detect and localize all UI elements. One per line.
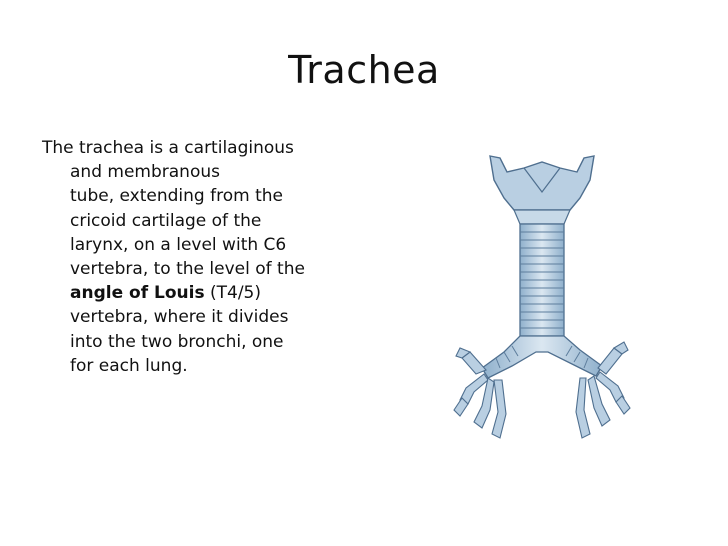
- body-line: tube, extending from the: [70, 186, 283, 207]
- trachea-illustration: [452, 152, 632, 462]
- angle-of-louis-term: angle of Louis: [70, 283, 205, 304]
- body-line: vertebra, to the level of the: [70, 259, 305, 280]
- body-line: [42, 281, 352, 305]
- body-line: for each lung.: [70, 355, 188, 376]
- body-line: cricoid cartilage of the: [70, 210, 262, 231]
- body-line: and membranous: [70, 162, 220, 183]
- body-paragraph: [42, 136, 352, 378]
- trachea-anatomy-icon: [452, 152, 632, 462]
- body-line-rest: (T4/5): [204, 283, 261, 304]
- body-line: vertebra, where it divides: [70, 307, 289, 328]
- body-line: larynx, on a level with C6: [70, 234, 287, 255]
- slide-title: Trachea: [288, 48, 440, 92]
- body-line: The trachea is a cartilaginous: [42, 138, 294, 158]
- body-line: into the two bronchi, one: [70, 331, 284, 352]
